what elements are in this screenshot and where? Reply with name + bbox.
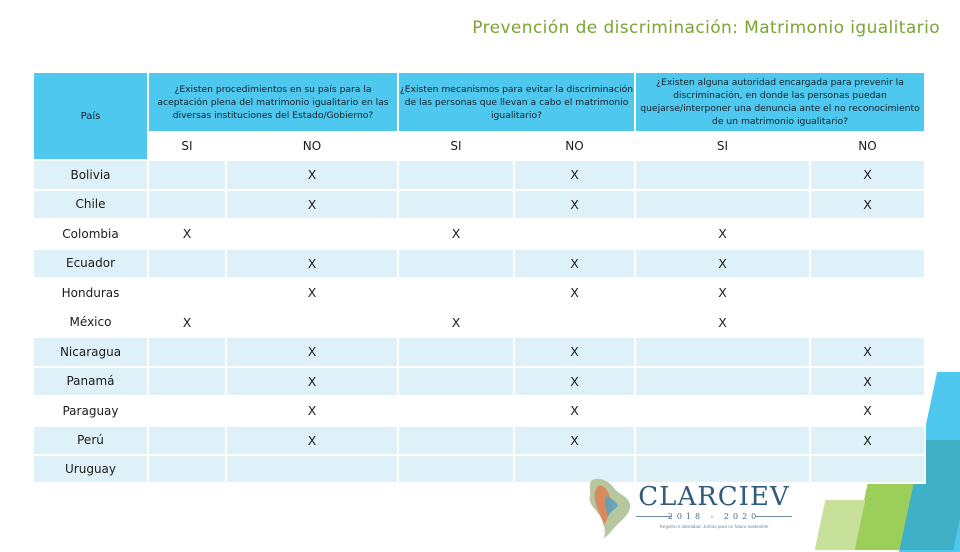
answer-cell [148,396,226,426]
country-cell: Chile [33,190,148,220]
subheader-q1-si: SI [148,132,226,160]
answer-cell [635,367,810,397]
country-cell: México [33,308,148,338]
answer-cell [148,249,226,279]
answer-cell: X [514,396,635,426]
answer-cell: X [514,367,635,397]
answer-cell [148,190,226,220]
country-cell: Panamá [33,367,148,397]
answer-cell [810,308,925,338]
table-row [33,308,925,338]
answer-cell: X [810,337,925,367]
country-cell: Paraguay [33,396,148,426]
answer-cell: X [810,367,925,397]
answer-cell: X [514,278,635,308]
answer-cell [810,455,925,483]
answer-cell [226,308,398,338]
answer-cell: X [398,219,514,249]
table-row [33,278,925,308]
header-q2: ¿Existen mecanismos para evitar la discriminación de las personas que llevan a cabo el matrimonio igualitario? [398,72,635,132]
answer-cell [148,367,226,397]
answer-cell [635,337,810,367]
answer-cell [398,249,514,279]
answer-cell: X [226,367,398,397]
logo-years: 2018 - 2020 [667,512,761,521]
table-row [33,160,925,190]
answer-cell: X [226,337,398,367]
answer-cell [514,219,635,249]
answer-cell: X [514,249,635,279]
answer-cell: X [398,308,514,338]
country-cell: Honduras [33,278,148,308]
answer-cell [398,278,514,308]
answer-cell: X [148,219,226,249]
answer-cell [226,455,398,483]
answer-cell: X [635,308,810,338]
clarciev-logo [584,474,804,540]
answer-cell [398,190,514,220]
table-row [33,190,925,220]
answer-cell: X [514,190,635,220]
latin-america-map-icon [584,474,634,540]
answer-cell: X [810,190,925,220]
answer-cell [635,426,810,456]
answer-cell [398,367,514,397]
answer-cell: X [226,396,398,426]
country-cell: Nicaragua [33,337,148,367]
discrimination-table [32,71,926,484]
answer-cell [810,278,925,308]
answer-cell: X [514,426,635,456]
answer-cell: X [226,249,398,279]
country-cell: Uruguay [33,455,148,483]
logo-wordmark: CLARCIEV [638,482,790,512]
country-cell: Perú [33,426,148,456]
answer-cell [148,278,226,308]
header-q1: ¿Existen procedimientos en su país para la aceptación plena del matrimonio igualitario en las diversas instituciones del Estado/Gobierno? [148,72,398,132]
answer-cell: X [635,219,810,249]
answer-cell: X [514,337,635,367]
subheader-q3-si: SI [635,132,810,160]
page-title: Prevención de discriminación: Matrimonio igualitario [472,18,940,38]
answer-cell: X [226,160,398,190]
header-country: País [33,72,148,160]
answer-cell: X [514,160,635,190]
country-cell: Colombia [33,219,148,249]
answer-cell [635,190,810,220]
answer-cell [148,160,226,190]
answer-cell [514,308,635,338]
subheader-q2-si: SI [398,132,514,160]
answer-cell [148,337,226,367]
country-cell: Ecuador [33,249,148,279]
table-row [33,249,925,279]
answer-cell [398,396,514,426]
subheader-q1-no: NO [226,132,398,160]
country-cell: Bolivia [33,160,148,190]
answer-cell: X [226,190,398,220]
table-row [33,367,925,397]
answer-cell [398,337,514,367]
answer-cell: X [810,426,925,456]
answer-cell [226,219,398,249]
subheader-q2-no: NO [514,132,635,160]
answer-cell: X [635,249,810,279]
answer-cell: X [810,396,925,426]
table-row [33,337,925,367]
answer-cell [398,426,514,456]
answer-cell [635,396,810,426]
table-row [33,219,925,249]
answer-cell: X [226,426,398,456]
answer-cell [635,160,810,190]
header-q3: ¿Existen alguna autoridad encargada para prevenir la discriminación, en donde las personas puedan quejarse/interponer una denuncia ante el no reconocimiento de un matrimonio igualitario? [635,72,925,132]
answer-cell: X [810,160,925,190]
answer-cell [810,249,925,279]
answer-cell [398,160,514,190]
answer-cell: X [148,308,226,338]
answer-cell [148,455,226,483]
answer-cell: X [226,278,398,308]
subheader-row [33,132,925,160]
answer-cell [810,219,925,249]
subheader-q3-no: NO [810,132,925,160]
answer-cell: X [635,278,810,308]
logo-tagline: Registro e identidad: Juntos para un futuro sostenible [659,524,769,529]
answer-cell [398,455,514,483]
table-row [33,426,925,456]
table-row [33,396,925,426]
answer-cell [148,426,226,456]
